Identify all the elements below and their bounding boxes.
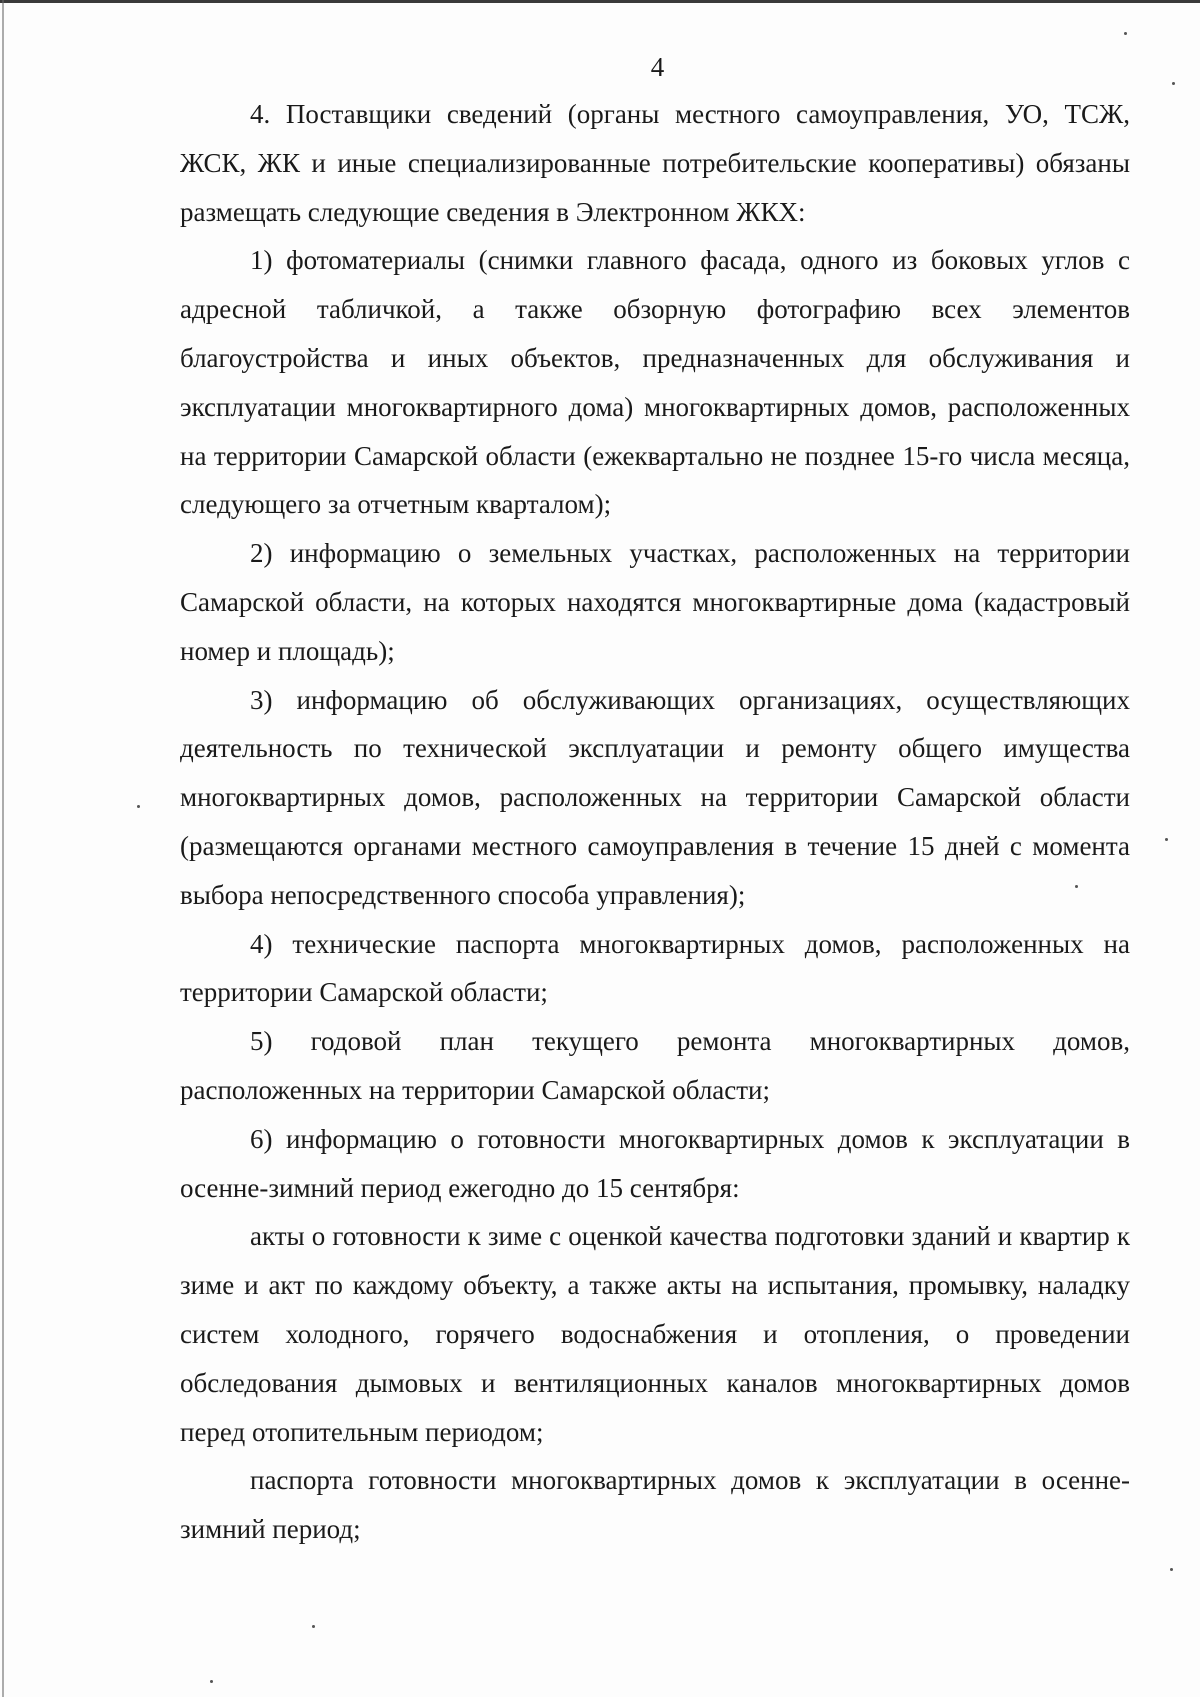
paragraph-item-4: 4. Поставщики сведений (органы местного самоуправления, УО, ТСЖ, ЖСК, ЖК и иные специализированные потребительские кооперативы) обязаны размещать следующие сведения в Электронном ЖКХ:: [180, 99, 1130, 227]
scan-speck: [1165, 838, 1168, 841]
scan-speck: [1170, 1568, 1173, 1571]
scan-speck: [1124, 32, 1127, 35]
paragraph-readiness-acts: акты о готовности к зиме с оценкой качества подготовки зданий и квартир к зиме и акт по каждому объекту, а также акты на испытания, промывку, наладку систем холодного, горячего водоснабжения и отопления, о проведении обследования дымовых и вентиляционных каналов многоквартирных домов перед отопительным периодом;: [180, 1221, 1130, 1447]
paragraph-repair-plan: 5) годовой план текущего ремонта многоквартирных домов, расположенных на территории Самарской области;: [180, 1026, 1130, 1105]
paragraph-technical-passports: 4) технические паспорта многоквартирных домов, расположенных на территории Самарской области;: [180, 928, 1130, 1008]
paragraph-readiness-passports: паспорта готовности многоквартирных домов к эксплуатации в осенне-зимний период;: [180, 1465, 1130, 1545]
scan-edge-top: [0, 0, 1200, 3]
paragraph-winter-readiness: 6) информацию о готовности многоквартирных домов к эксплуатации в осенне-зимний период ежегодно до 15 сентября:: [180, 1123, 1130, 1203]
scan-speck: [210, 1680, 213, 1683]
paragraph-service-organizations: 3) информацию об обслуживающих организациях, осуществляющих деятельность по технической эксплуатации и ремонту общего имущества многоквартирных домов, расположенных на территории Самарской области (размещаются органами местного самоуправления в течение 15 дней с момента выбора непосредственного способа управления);: [180, 684, 1130, 910]
scan-speck: [137, 805, 140, 808]
document-body: [180, 90, 1130, 1554]
scan-speck: [312, 1625, 315, 1628]
page-number: 4: [650, 52, 665, 82]
scan-edge-left: [2, 0, 4, 1697]
paragraph-photo-materials: 1) фотоматериалы (снимки главного фасада, одного из боковых углов с адресной табличкой, а также обзорную фотографию всех элементов благоустройства и иных объектов, предназначенных для обслуживания и эксплуатации многоквартирного дома) многоквартирных домов, расположенных на территории Самарской области (ежеквартально не позднее 15-го числа месяца, следующего за отчетным кварталом);: [180, 245, 1130, 520]
paragraph-land-plots: 2) информацию о земельных участках, расположенных на территории Самарской области, на которых находятся многоквартирные дома (кадастровый номер и площадь);: [180, 538, 1130, 666]
